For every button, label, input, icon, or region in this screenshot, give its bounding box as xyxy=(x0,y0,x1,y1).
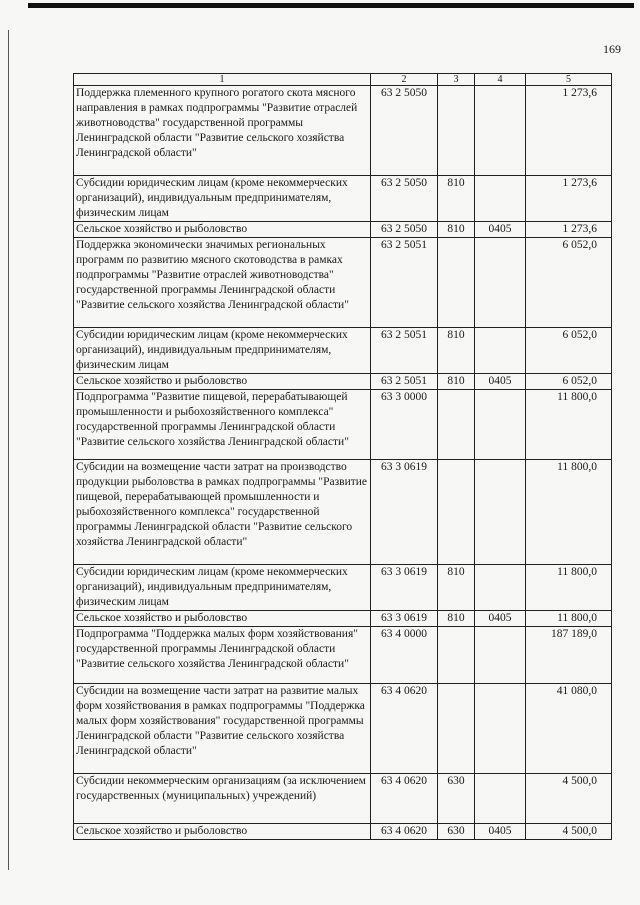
row-target-code: 63 4 0620 xyxy=(371,684,438,774)
row-section-code xyxy=(475,627,526,684)
row-section-code xyxy=(475,460,526,565)
row-target-code: 63 3 0619 xyxy=(371,611,438,627)
table-row xyxy=(74,390,612,460)
row-name: Подпрограмма "Развитие пищевой, перерабатывающей промышленности и рыбохозяйственного комплекса" государственной программы Ленинградской области "Развитие сельского хозяйства Ленинградской области" xyxy=(74,390,371,460)
table-row xyxy=(74,627,612,684)
row-target-code: 63 2 5051 xyxy=(371,328,438,374)
column-number: 3 xyxy=(438,74,475,86)
scan-left-edge xyxy=(8,30,9,870)
row-name: Субсидии юридическим лицам (кроме некоммерческих организаций), индивидуальным предпринимателям, физическим лицам xyxy=(74,565,371,611)
table-row xyxy=(74,222,612,238)
column-number: 1 xyxy=(74,74,371,86)
row-amount: 6 052,0 xyxy=(526,374,612,390)
row-name: Подпрограмма "Поддержка малых форм хозяйствования" государственной программы Ленинградской области "Развитие сельского хозяйства Ленинградской области" xyxy=(74,627,371,684)
row-expense-type: 630 xyxy=(438,824,475,840)
table-row xyxy=(74,565,612,611)
table-row xyxy=(74,328,612,374)
row-name: Субсидии юридическим лицам (кроме некоммерческих организаций), индивидуальным предпринимателям, физическим лицам xyxy=(74,176,371,222)
row-expense-type: 810 xyxy=(438,328,475,374)
row-amount: 11 800,0 xyxy=(526,390,612,460)
row-section-code xyxy=(475,328,526,374)
table-row xyxy=(74,824,612,840)
row-target-code: 63 2 5051 xyxy=(371,238,438,328)
row-amount: 4 500,0 xyxy=(526,774,612,824)
row-expense-type: 630 xyxy=(438,774,475,824)
table-row xyxy=(74,684,612,774)
budget-table xyxy=(73,73,612,840)
row-amount: 1 273,6 xyxy=(526,176,612,222)
row-target-code: 63 4 0620 xyxy=(371,774,438,824)
row-name: Поддержка экономически значимых региональных программ по развитию мясного скотоводства в рамках подпрограммы "Развитие отраслей животноводства" государственной программы Ленинградской области "Развитие сельского хозяйства Ленинградской области" xyxy=(74,238,371,328)
row-expense-type xyxy=(438,684,475,774)
row-name: Сельское хозяйство и рыболовство xyxy=(74,374,371,390)
page-number: 169 xyxy=(603,42,621,56)
row-section-code xyxy=(475,684,526,774)
row-section-code xyxy=(475,774,526,824)
row-target-code: 63 3 0619 xyxy=(371,565,438,611)
row-expense-type xyxy=(438,460,475,565)
row-name: Субсидии некоммерческим организациям (за исключением государственных (муниципальных) учреждений) xyxy=(74,774,371,824)
row-amount: 187 189,0 xyxy=(526,627,612,684)
table-row xyxy=(74,374,612,390)
row-amount: 6 052,0 xyxy=(526,328,612,374)
row-name: Сельское хозяйство и рыболовство xyxy=(74,824,371,840)
row-expense-type: 810 xyxy=(438,611,475,627)
row-name: Сельское хозяйство и рыболовство xyxy=(74,222,371,238)
row-amount: 1 273,6 xyxy=(526,86,612,176)
column-number: 2 xyxy=(371,74,438,86)
row-expense-type xyxy=(438,86,475,176)
column-number: 5 xyxy=(526,74,612,86)
row-name: Поддержка племенного крупного рогатого скота мясного направления в рамках подпрограммы "Развитие отраслей животноводства" государственной программы Ленинградской области "Развитие сельского хозяйства Ленинградской области" xyxy=(74,86,371,176)
row-expense-type: 810 xyxy=(438,565,475,611)
row-name: Субсидии юридическим лицам (кроме некоммерческих организаций), индивидуальным предпринимателям, физическим лицам xyxy=(74,328,371,374)
row-target-code: 63 2 5050 xyxy=(371,86,438,176)
row-amount: 41 080,0 xyxy=(526,684,612,774)
table-row xyxy=(74,774,612,824)
row-section-code: 0405 xyxy=(475,824,526,840)
row-expense-type xyxy=(438,238,475,328)
row-amount: 6 052,0 xyxy=(526,238,612,328)
row-section-code: 0405 xyxy=(475,222,526,238)
row-amount: 11 800,0 xyxy=(526,611,612,627)
row-name: Сельское хозяйство и рыболовство xyxy=(74,611,371,627)
row-target-code: 63 2 5050 xyxy=(371,222,438,238)
column-numbers-row xyxy=(74,74,612,86)
row-expense-type xyxy=(438,627,475,684)
row-target-code: 63 2 5051 xyxy=(371,374,438,390)
row-target-code: 63 3 0619 xyxy=(371,460,438,565)
row-target-code: 63 4 0620 xyxy=(371,824,438,840)
row-expense-type: 810 xyxy=(438,222,475,238)
row-section-code xyxy=(475,238,526,328)
row-expense-type: 810 xyxy=(438,374,475,390)
row-section-code xyxy=(475,176,526,222)
row-section-code xyxy=(475,390,526,460)
row-section-code: 0405 xyxy=(475,374,526,390)
row-amount: 11 800,0 xyxy=(526,460,612,565)
row-section-code xyxy=(475,565,526,611)
row-name: Субсидии на возмещение части затрат на производство продукции рыболовства в рамках подпрограммы "Развитие пищевой, перерабатывающей промышленности и рыбохозяйственного комплекса" государственной программы Ленинградской области "Развитие сельского хозяйства Ленинградской области" xyxy=(74,460,371,565)
row-expense-type: 810 xyxy=(438,176,475,222)
row-target-code: 63 2 5050 xyxy=(371,176,438,222)
row-target-code: 63 4 0000 xyxy=(371,627,438,684)
row-amount: 1 273,6 xyxy=(526,222,612,238)
column-number: 4 xyxy=(475,74,526,86)
table-row xyxy=(74,86,612,176)
table-row xyxy=(74,611,612,627)
row-name: Субсидии на возмещение части затрат на развитие малых форм хозяйствования в рамках подпрограммы "Поддержка малых форм хозяйствования" государственной программы Ленинградской области "Развитие сельского хозяйства Ленинградской области" xyxy=(74,684,371,774)
scan-top-edge xyxy=(28,3,634,8)
table-row xyxy=(74,460,612,565)
row-section-code xyxy=(475,86,526,176)
row-target-code: 63 3 0000 xyxy=(371,390,438,460)
row-amount: 4 500,0 xyxy=(526,824,612,840)
table-row xyxy=(74,176,612,222)
row-amount: 11 800,0 xyxy=(526,565,612,611)
row-expense-type xyxy=(438,390,475,460)
row-section-code: 0405 xyxy=(475,611,526,627)
table-row xyxy=(74,238,612,328)
